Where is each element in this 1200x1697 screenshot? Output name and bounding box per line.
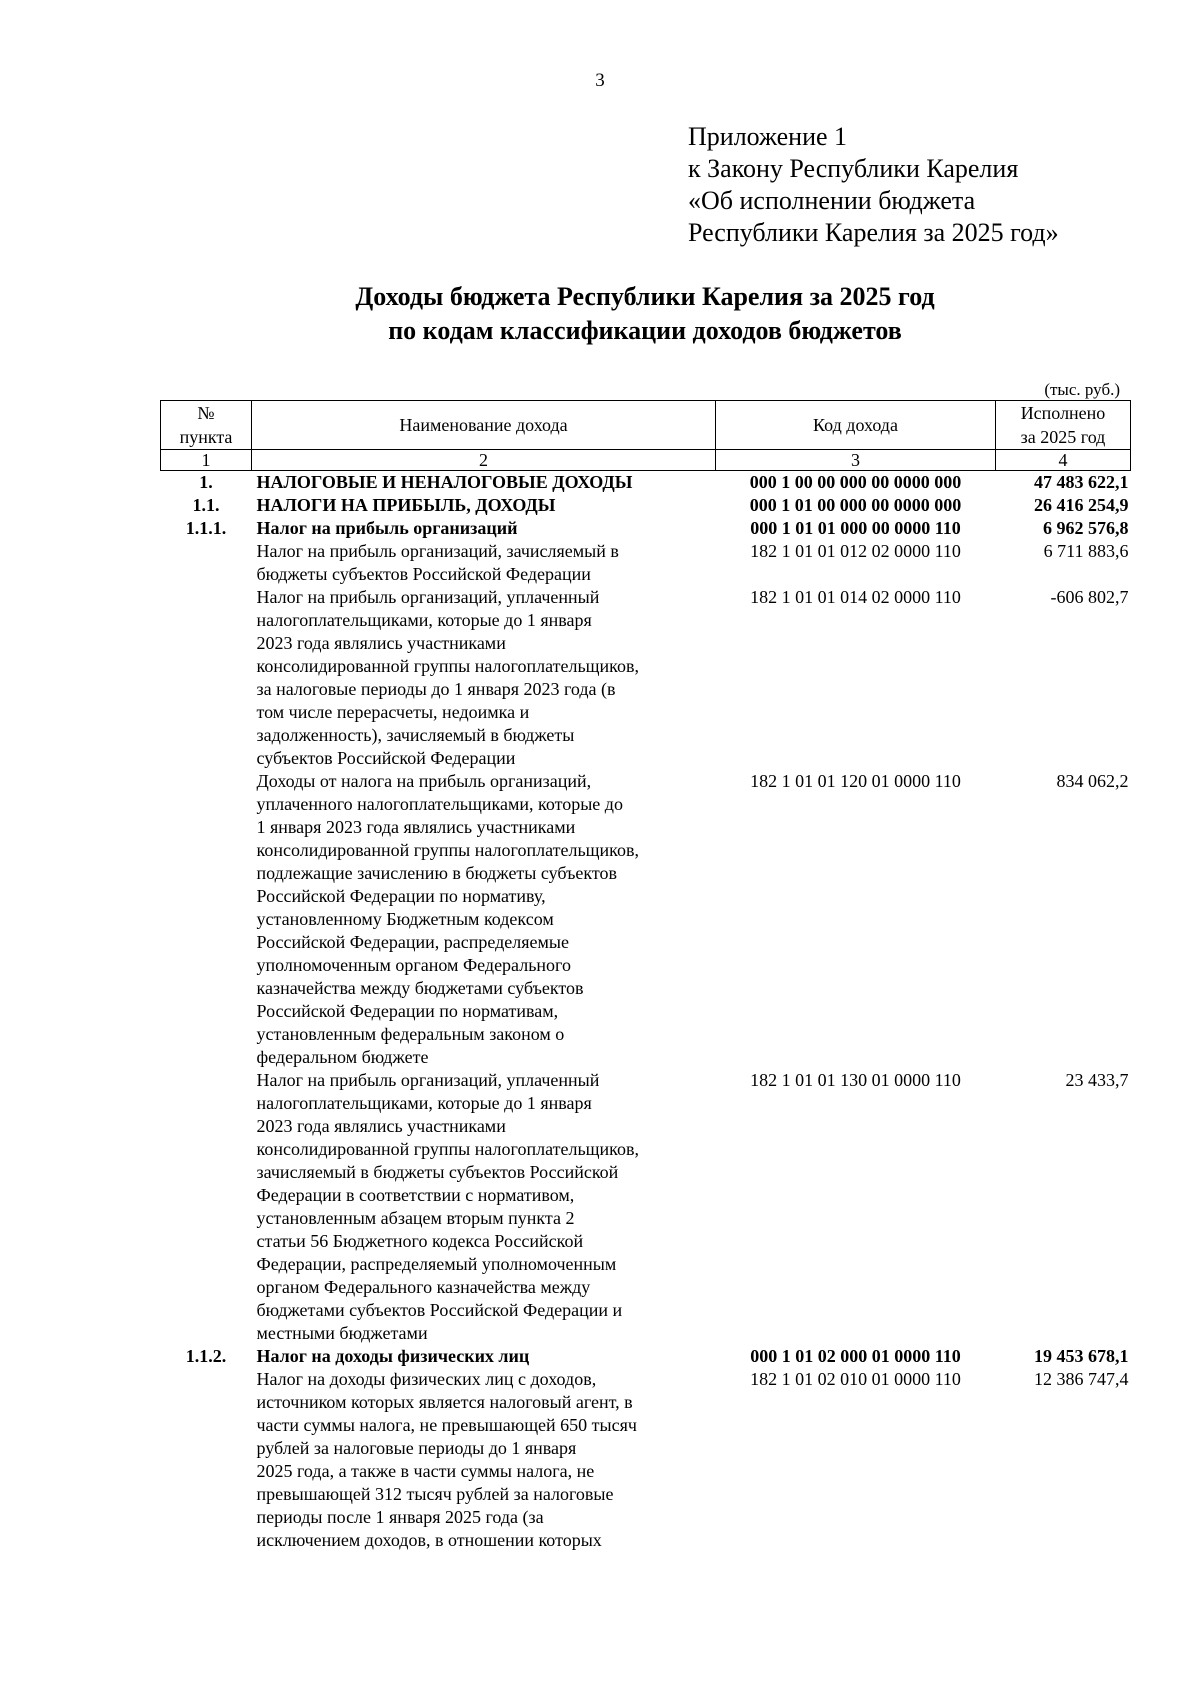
- income-name-line: НАЛОГОВЫЕ И НЕНАЛОГОВЫЕ ДОХОДЫ: [256, 472, 633, 492]
- row-number: [161, 540, 252, 586]
- income-name-line: местными бюджетами: [256, 1323, 428, 1343]
- income-name-line: уполномоченным органом Федерального: [256, 955, 571, 975]
- column-number: 3: [716, 450, 996, 471]
- income-name-line: бюджетами субъектов Российской Федерации и: [256, 1300, 623, 1320]
- row-number: [161, 1069, 252, 1345]
- income-name-line: подлежащие зачислению в бюджеты субъектов: [256, 863, 618, 883]
- appendix-line: Республики Карелия за 2025 год»: [688, 218, 1059, 247]
- income-name-line: 2023 года являлись участниками: [256, 633, 506, 653]
- income-name-line: Налог на прибыль организаций: [256, 518, 518, 538]
- income-code: 182 1 01 02 010 01 0000 110: [750, 1369, 961, 1389]
- income-name-line: Российской Федерации, распределяемые: [256, 932, 569, 952]
- income-name-line: том числе перерасчеты, недоимка и: [256, 702, 530, 722]
- income-code: 000 1 00 00 000 00 0000 000: [749, 472, 962, 492]
- page-number: 3: [595, 70, 605, 91]
- document-title: [150, 280, 1140, 348]
- income-name-line: Налог на доходы физических лиц с доходов,: [256, 1369, 597, 1389]
- income-name: [252, 1345, 716, 1368]
- column-number: 4: [996, 450, 1131, 471]
- income-name-line: органом Федерального казначейства между: [256, 1277, 591, 1297]
- income-name-line: установленным федеральным законом о: [256, 1024, 565, 1044]
- income-amount: 47 483 622,1: [1034, 472, 1129, 492]
- income-name: [252, 540, 716, 586]
- header-amount: [996, 401, 1131, 450]
- title-line: по кодам классификации доходов бюджетов: [388, 316, 902, 345]
- income-name-line: консолидированной группы налогоплательщиков,: [256, 656, 639, 676]
- row-number: 1.: [199, 472, 213, 492]
- income-name-line: периоды после 1 января 2025 года (за: [256, 1507, 544, 1527]
- income-name-line: Налог на прибыль организаций, зачисляемый в: [256, 541, 619, 561]
- income-name-line: налогоплательщиками, которые до 1 января: [256, 1093, 592, 1113]
- header-num-line: №: [197, 403, 215, 423]
- income-name-line: субъектов Российской Федерации: [256, 748, 516, 768]
- income-name-line: превышающей 312 тысяч рублей за налоговые: [256, 1484, 614, 1504]
- row-number: 1.1.2.: [185, 1346, 227, 1366]
- table-header: [161, 401, 1131, 471]
- table-body: [161, 471, 1131, 1553]
- income-code: 182 1 01 01 120 01 0000 110: [750, 771, 961, 791]
- income-name-line: установленным абзацем вторым пункта 2: [256, 1208, 575, 1228]
- income-name-line: рублей за налоговые периоды до 1 января: [256, 1438, 577, 1458]
- income-name: [252, 494, 716, 517]
- income-code: 000 1 01 00 000 00 0000 000: [749, 495, 962, 515]
- income-name-line: Налог на прибыль организаций, уплаченный: [256, 587, 600, 607]
- income-amount: -606 802,7: [1050, 587, 1129, 607]
- table-row: [161, 471, 1131, 495]
- income-name: [252, 1368, 716, 1552]
- row-number: 1.1.1.: [185, 518, 227, 538]
- header-amount-line: за 2025 год: [1020, 427, 1106, 447]
- income-name-line: налогоплательщиками, которые до 1 января: [256, 610, 592, 630]
- income-amount: 23 433,7: [1065, 1070, 1129, 1090]
- appendix-line: «Об исполнении бюджета: [688, 186, 976, 215]
- income-code: 000 1 01 02 000 01 0000 110: [750, 1346, 961, 1366]
- income-code: 182 1 01 01 012 02 0000 110: [750, 541, 961, 561]
- income-name-line: статьи 56 Бюджетного кодекса Российской: [256, 1231, 584, 1251]
- income-name-line: Налог на прибыль организаций, уплаченный: [256, 1070, 600, 1090]
- income-name-line: НАЛОГИ НА ПРИБЫЛЬ, ДОХОДЫ: [256, 495, 556, 515]
- table-row: [161, 1069, 1131, 1345]
- income-code: 182 1 01 01 014 02 0000 110: [750, 587, 961, 607]
- income-name-line: Федерации, распределяемый уполномоченным: [256, 1254, 617, 1274]
- income-name-line: уплаченного налогоплательщиками, которые до: [256, 794, 623, 814]
- header-num: [161, 401, 252, 450]
- row-number: [161, 1368, 252, 1552]
- appendix-reference: [688, 121, 1059, 249]
- row-number: 1.1.: [192, 495, 220, 515]
- row-number: [161, 586, 252, 770]
- table-row: [161, 1345, 1131, 1368]
- table-row: [161, 586, 1131, 770]
- table-row: [161, 494, 1131, 517]
- income-table: [160, 400, 1131, 1552]
- income-name-line: Налог на доходы физических лиц: [256, 1346, 530, 1366]
- income-code: 182 1 01 01 130 01 0000 110: [750, 1070, 961, 1090]
- column-number: 1: [161, 450, 252, 471]
- header-name: Наименование дохода: [252, 401, 716, 450]
- appendix-line: к Закону Республики Карелия: [688, 154, 1019, 183]
- income-name-line: Федерации в соответствии с нормативом,: [256, 1185, 575, 1205]
- income-name-line: Доходы от налога на прибыль организаций,: [256, 771, 592, 791]
- income-amount: 26 416 254,9: [1034, 495, 1129, 515]
- appendix-line: Приложение 1: [688, 122, 848, 151]
- income-amount: 834 062,2: [1056, 771, 1129, 791]
- income-name-line: 1 января 2023 года являлись участниками: [256, 817, 576, 837]
- header-amount-line: Исполнено: [1020, 403, 1106, 423]
- income-name: [252, 586, 716, 770]
- income-name-line: Российской Федерации по нормативам,: [256, 1001, 559, 1021]
- income-name-line: исключением доходов, в отношении которых: [256, 1530, 602, 1550]
- income-amount: 19 453 678,1: [1034, 1346, 1129, 1366]
- units-label: (тыс. руб.): [1044, 380, 1120, 399]
- income-code: 000 1 01 01 000 00 0000 110: [750, 518, 961, 538]
- income-name-line: части суммы налога, не превышающей 650 тысяч: [256, 1415, 637, 1435]
- title-line: Доходы бюджета Республики Карелия за 2025 год: [355, 282, 935, 311]
- income-name-line: 2023 года являлись участниками: [256, 1116, 506, 1136]
- income-name-line: Российской Федерации по нормативу,: [256, 886, 546, 906]
- header-code: Код дохода: [716, 401, 996, 450]
- header-num-line: пункта: [179, 427, 233, 447]
- income-name-line: казначейства между бюджетами субъектов: [256, 978, 584, 998]
- income-name-line: федеральном бюджете: [256, 1047, 429, 1067]
- income-name-line: консолидированной группы налогоплательщиков,: [256, 840, 639, 860]
- income-amount: 6 962 576,8: [1043, 518, 1129, 538]
- column-number: 2: [252, 450, 716, 471]
- income-name-line: 2025 года, а также в части суммы налога, не: [256, 1461, 595, 1481]
- table-row: [161, 517, 1131, 540]
- income-amount: 12 386 747,4: [1034, 1369, 1129, 1389]
- income-name: [252, 471, 716, 495]
- table-row: [161, 770, 1131, 1069]
- income-name-line: за налоговые периоды до 1 января 2023 года (в: [256, 679, 616, 699]
- table-row: [161, 1368, 1131, 1552]
- income-name: [252, 517, 716, 540]
- income-name: [252, 770, 716, 1069]
- income-name: [252, 1069, 716, 1345]
- income-name-line: источником которых является налоговый агент, в: [256, 1392, 633, 1412]
- income-name-line: установленному Бюджетным кодексом: [256, 909, 554, 929]
- income-amount: 6 711 883,6: [1043, 541, 1129, 561]
- income-name-line: бюджеты субъектов Российской Федерации: [256, 564, 591, 584]
- income-name-line: задолженность), зачисляемый в бюджеты: [256, 725, 575, 745]
- row-number: [161, 770, 252, 1069]
- income-name-line: зачисляемый в бюджеты субъектов Российской: [256, 1162, 619, 1182]
- table-row: [161, 540, 1131, 586]
- income-name-line: консолидированной группы налогоплательщиков,: [256, 1139, 639, 1159]
